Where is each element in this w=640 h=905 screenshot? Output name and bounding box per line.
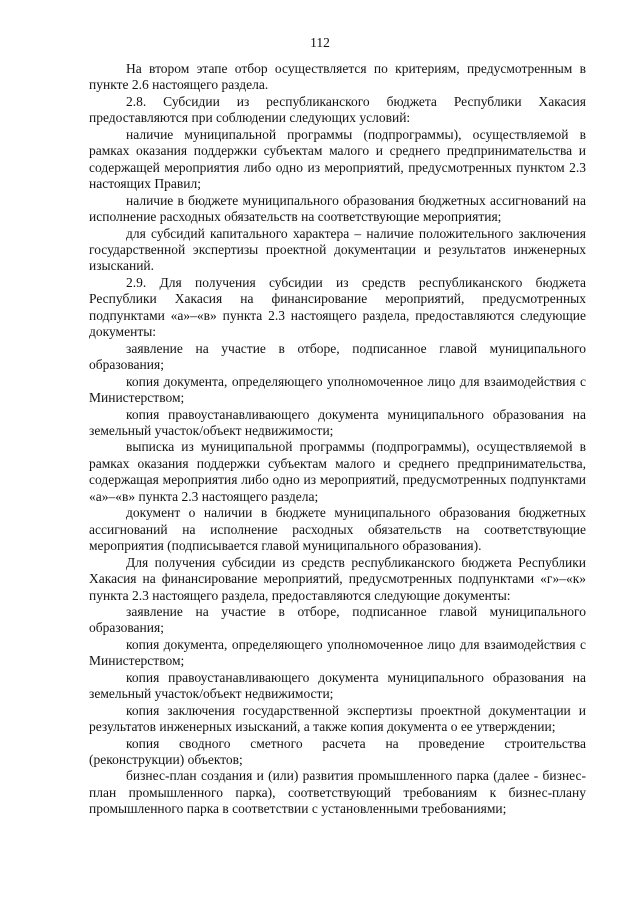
paragraph-17: копия сводного сметного расчета на проведение строительства (реконструкции) объектов;	[89, 735, 586, 768]
paragraph-9: копия правоустанавливающего документа муниципального образования на земельный участок/объект недвижимости;	[89, 406, 586, 438]
paragraph-11: документ о наличии в бюджете муниципального образования бюджетных ассигнований на исполнение расходных обязательств на соответствующие мероприятия (подписывается главой муниципального образования).	[89, 505, 586, 554]
paragraph-8: копия документа, определяющего уполномоченное лицо для взаимодействия с Министерством;	[89, 373, 586, 406]
paragraph-15: копия правоустанавливающего документа муниципального образования на земельный участок/объект недвижимости;	[89, 669, 586, 702]
paragraph-18: бизнес-план создания и (или) развития промышленного парка (далее - бизнес-план промышленного парка), соответствующий требованиям к бизнес-плану промышленного парка в соответствии с установленными требованиями;	[89, 768, 586, 817]
paragraph-13: заявление на участие в отборе, подписанное главой муниципального образования;	[89, 603, 586, 636]
paragraph-6: 2.9. Для получения субсидии из средств республиканского бюджета Республики Хакасия на финансирование мероприятий, предусмотренных подпунктами «а»–«в» пункта 2.3 настоящего раздела, предоставляются следующие документы:	[89, 274, 586, 340]
paragraph-10: выписка из муниципальной программы (подпрограммы), осуществляемой в рамках оказания поддержки субъектам малого и среднего предпринимательства, содержащая мероприятия либо одно из мероприятий, предусмотренных подпунктами «а»–«в» пункта 2.3 настоящего раздела;	[89, 439, 586, 504]
paragraph-2: 2.8. Субсидии из республиканского бюджета Республики Хакасия предоставляются при соблюдении следующих условий:	[89, 93, 586, 126]
page-number: 112	[310, 35, 330, 50]
paragraph-3: наличие муниципальной программы (подпрограммы), осуществляемой в рамках оказания поддержки субъектам малого и среднего предпринимательства и содержащей мероприятия либо одно из мероприятий, предусмотренных пунктом 2.3 настоящих Правил;	[89, 126, 586, 192]
paragraph-14: копия документа, определяющего уполномоченное лицо для взаимодействия с Министерством;	[89, 636, 586, 669]
document-body	[89, 61, 586, 818]
paragraph-7: заявление на участие в отборе, подписанное главой муниципального образования;	[89, 340, 586, 373]
paragraph-12: Для получения субсидии из средств республиканского бюджета Республики Хакасия на финансирование мероприятий, предусмотренных подпунктами «г»–«к» пункта 2.3 настоящего раздела, предоставляются следующие документы:	[89, 554, 586, 603]
paragraph-4: наличие в бюджете муниципального образования бюджетных ассигнований на исполнение расходных обязательств на соответствующие мероприятия;	[89, 192, 586, 225]
paragraph-5: для субсидий капитального характера – наличие положительного заключения государственной экспертизы проектной документации и результатов инженерных изысканий.	[89, 225, 586, 274]
paragraph-16: копия заключения государственной экспертизы проектной документации и результатов инженерных изысканий, а также копия документа о ее утверждении;	[89, 702, 586, 735]
paragraph-1: На втором этапе отбор осуществляется по критериям, предусмотренным в пункте 2.6 настоящего раздела.	[89, 61, 586, 93]
